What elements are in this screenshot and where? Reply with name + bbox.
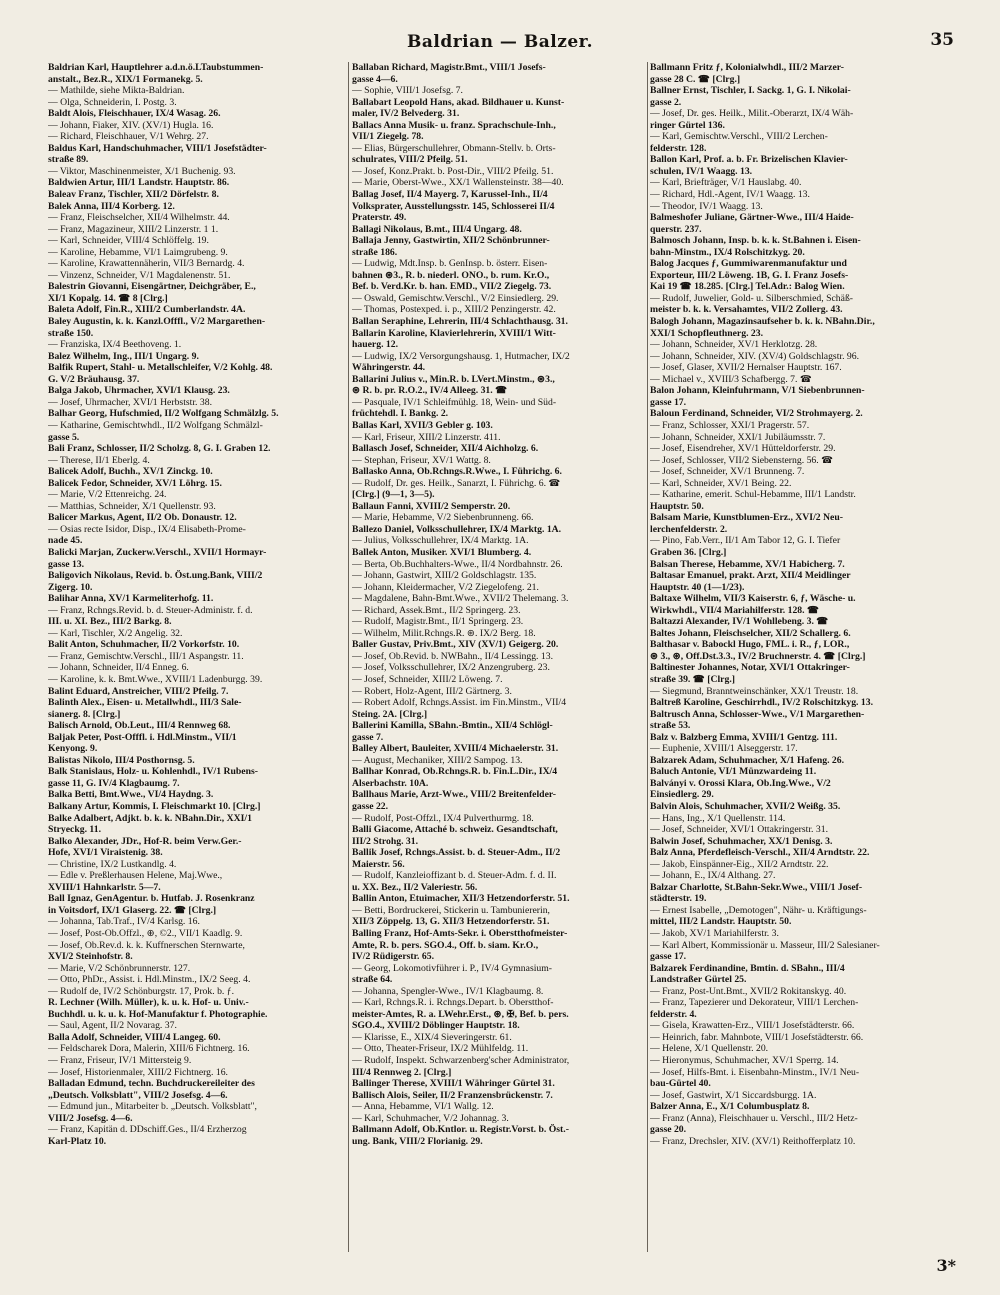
directory-entry-line: Baleav Franz, Tischler, XII/2 Dörfelstr. 8. (48, 189, 219, 201)
directory-entry-line: Baltazzi Alexander, IV/1 Wohllebeng. 3. ☎ (650, 616, 829, 628)
directory-entry-line: — Rudolf, Magistr.Bmt., II/1 Springerg. 23. (352, 616, 524, 628)
directory-entry-line: — Otto, Theater-Friseur, IX/2 Mühlfeldg. 11. (352, 1043, 529, 1055)
directory-entry-line: XII/3 Zöppelg. 13, G. XII/3 Hetzendorferstr. 51. (352, 916, 550, 928)
directory-entry-line: — Johann, Schneider, II/4 Enneg. 6. (48, 662, 189, 674)
directory-entry-line: Stryeckg. 11. (48, 824, 102, 836)
directory-entry-line: meister b. k. k. Versahamtes, VII/2 Zollerg. 43. (650, 304, 843, 316)
directory-entry-line: Balint Eduard, Anstreicher, VIII/2 Pfeilg. 7. (48, 685, 229, 697)
directory-entry-line: Landstraßer Gürtel 25. (650, 974, 747, 986)
directory-entry-line: Kai 19 ☎ 18.285. [Clrg.] Tel.Adr.: Balog Wien. (650, 281, 845, 293)
directory-entry-line: Baligovich Nikolaus, Revid. b. Öst.ung.Bank, VIII/2 (48, 570, 263, 582)
directory-entry-line: — August, Mechaniker, XIII/2 Sampog. 13. (352, 754, 523, 766)
directory-entry-line: Balmeshofer Juliane, Gärtner-Wwe., III/4 Haide- (650, 212, 854, 224)
directory-entry-line: — Johann, E., IX/4 Althang. 27. (650, 870, 776, 882)
directory-entry-line: hauerg. 12. (352, 339, 399, 351)
directory-entry-line: Ballarini Julius v., Min.R. b. LVert.Minstm., ⊛3., (352, 373, 555, 385)
directory-entry-line: gasse 7. (352, 731, 384, 743)
directory-entry-line: ringer Gürtel 136. (650, 119, 725, 131)
directory-entry-line: — Franz, Kapitän d. DDschiff.Ges., II/4 Erzherzog (48, 1124, 247, 1136)
directory-entry-line: gasse 11, G. IV/4 Klagbaumg. 7. (48, 777, 180, 789)
directory-entry-line: Balling Franz, Hof-Amts-Sekr. i. Oberstthofmeister- (352, 928, 568, 940)
directory-entry-line: — Rudolf de, IV/2 Schönburgstr. 17, Prok. b. ƒ. (48, 985, 235, 997)
directory-entry-line: Karl-Platz 10. (48, 1135, 107, 1147)
directory-entry-line: Hofe, XVI/1 Viraistenig. 38. (48, 847, 163, 859)
directory-entry-line: — Matthias, Schneider, X/1 Quellenstr. 93. (48, 500, 216, 512)
directory-entry-line: — Johann, Gastwirt, XIII/2 Goldschlagstr. 135. (352, 570, 537, 582)
directory-entry-line: Ballhaus Marie, Arzt-Wwe., VIII/2 Breitenfelder- (352, 789, 557, 801)
directory-entry-line: — Klarisse, E., XIX/4 Sieveringerstr. 61. (352, 1031, 512, 1043)
directory-entry-line: gasse 28 C. ☎ [Clrg.] (650, 73, 741, 85)
directory-entry-line: straße 89. (48, 154, 89, 166)
directory-entry-line: ⊛ 3., ⊛, Off.Dst.3.3., IV/2 Bruchnerstr. 4. ☎ [Clrg.] (650, 650, 866, 662)
directory-entry-line: — Therese, II/1 Eberlg. 4. (48, 454, 150, 466)
directory-entry-line: Balke Adalbert, Adjkt. b. k. k. NBahn.Dir., XXI/1 (48, 812, 252, 824)
directory-entry-line: Balli Giacome, Attaché b. schweiz. Gesandtschaft, (352, 824, 558, 836)
directory-entry-line: [Clrg.] (9—1, 3—5). (352, 489, 435, 501)
directory-entry-line: Balsam Marie, Kunstblumen-Erz., XVI/2 Neu- (650, 512, 843, 524)
directory-entry-line: — Marie, Hebamme, V/2 Siebenbrunneng. 66. (352, 512, 534, 524)
directory-entry-line: — Johann, Kleidermacher, V/2 Ziegelofeng. 21. (352, 581, 539, 593)
directory-entry-line: Baltinester Johannes, Notar, XVI/1 Ottakringer- (650, 662, 850, 674)
directory-entry-line: — Katharine, emerit. Schul-Hebamme, III/1 Landstr. (650, 489, 856, 501)
column-middle (352, 62, 644, 1262)
directory-entry-line: Balistas Nikolo, III/4 Posthornsg. 5. (48, 754, 195, 766)
directory-entry-line: — Franz, Friseur, IV/1 Mittersteig 9. (48, 1055, 192, 1067)
directory-entry-line: Baltaxe Wilhelm, VII/3 Kaiserstr. 6, ƒ, Wäsche- u. (650, 593, 856, 605)
directory-entry-line: anstalt., Bez.R., XIX/1 Formanekg. 5. (48, 73, 203, 85)
directory-entry-line: schulen, IV/1 Waagg. 13. (650, 165, 753, 177)
directory-entry-line: gasse 22. (352, 801, 389, 812)
directory-entry-line: in Voitsdorf, IX/1 Glaserg. 22. ☎ [Clrg.] (48, 904, 217, 916)
directory-entry-line: Volksprater, Ausstellungsstr. 145, Schlosserei II/4 (352, 200, 555, 212)
directory-entry-line: Bef. b. Verd.Kr. b. han. EMD., VII/2 Ziegelg. 73. (352, 281, 552, 293)
page-title: Baldrian — Balzer. (407, 32, 593, 52)
directory-entry-line: Ballinger Therese, XVIII/1 Währinger Gürtel 31. (352, 1078, 555, 1090)
directory-entry-line: — Gisela, Krawatten-Erz., VIII/1 Josefstädterstr. 66. (650, 1020, 855, 1032)
directory-entry-line: Ballezo Daniel, Volksschullehrer, IX/4 Marktg. 1A. (352, 523, 562, 535)
directory-entry-line: — Christine, IX/2 Lustkandlg. 4. (48, 858, 177, 870)
directory-entry-line: — Euphenie, XVIII/1 Alseggerstr. 17. (650, 743, 798, 755)
directory-entry-line: — Karl, Gemischtw.Verschl., VIII/2 Lerchen- (650, 131, 828, 143)
directory-entry-line: — Josef, Schneider, XV/1 Brunneng. 7. (650, 466, 805, 478)
directory-entry-line: Balk Stanislaus, Holz- u. Kohlenhdl., IV/1 Rubens- (48, 766, 258, 778)
directory-entry-line: gasse 17. (650, 951, 687, 963)
directory-entry-line: straße 64. (352, 974, 393, 986)
directory-entry-line: querstr. 237. (650, 223, 702, 235)
directory-entry-line: III/2 Strohg. 31. (352, 835, 419, 847)
directory-entry-line: — Rudolf, Post-Offzl., IX/4 Pulverthurmg. 18. (352, 812, 534, 824)
directory-entry-line: — Josef, Eisendreher, XV/1 Hütteldorferstr. 29. (650, 443, 836, 455)
directory-entry-line: — Richard, Hdl.-Agent, IV/1 Waagg. 13. (650, 189, 810, 201)
directory-entry-line: Amte, R. b. pers. SGO.4., Off. b. siam. Kr.O., (352, 939, 539, 951)
directory-entry-line: — Marie, V/2 Ettenreichg. 24. (48, 489, 167, 501)
directory-entry-line: straße 150. (48, 327, 94, 339)
directory-entry-line: — Franz, Post-Unt.Bmt., XVII/2 Rokitanskyg. 40. (650, 985, 847, 997)
directory-entry-line: — Franz, Gemischtw.Verschl., III/1 Aspangstr. 11. (48, 650, 244, 662)
directory-entry-line: — Karoline, Krawattennäherin, VII/3 Bernardg. 4. (48, 258, 245, 270)
directory-entry-line: straße 53. (650, 720, 691, 732)
directory-entry-line: gasse 13. (48, 558, 85, 570)
directory-entry-line: Baldwien Artur, III/1 Landstr. Hauptstr. 86. (48, 177, 230, 189)
directory-entry-line: — Franz, Schlosser, XXI/1 Pragerstr. 57. (650, 419, 810, 431)
directory-entry-line: Balzar Charlotte, St.Bahn-Sekr.Wwe., VIII/1 Josef- (650, 881, 863, 893)
directory-entry-line: Ballmann Fritz ƒ, Kolonialwhdl., III/2 Marzer- (650, 62, 844, 73)
directory-entry-line: — Karl, Schneider, VIII/4 Schlöffelg. 19. (48, 235, 209, 247)
directory-entry-line: Ballasko Anna, Ob.Rchngs.R.Wwe., I. Führichg. 6. (352, 466, 562, 478)
directory-entry-line: Ballhar Konrad, Ob.Rchngs.R. b. Fin.L.Dir., IX/4 (352, 766, 558, 778)
directory-entry-line: — Josef, Schneider, XIII/2 Löweng. 7. (352, 673, 503, 685)
directory-entry-line: Balzer Anna, E., X/1 Columbusplatz 8. (650, 1101, 810, 1113)
directory-entry-line: gasse 5. (48, 431, 80, 443)
directory-entry-line: — Hieronymus, Schuhmacher, XV/1 Sperrg. 14. (650, 1055, 839, 1067)
directory-entry-line: — Karl, Friseur, XIII/2 Linzerstr. 411. (352, 431, 501, 443)
directory-entry-line: Balványi v. Orossi Klara, Ob.Ing.Wwe., V/2 (650, 777, 831, 789)
directory-entry-line: Balzarek Ferdinandine, Bmtin. d. SBahn., III/4 (650, 962, 845, 974)
directory-entry-line: Ballagi Nikolaus, B.mt., III/4 Ungarg. 48. (352, 223, 522, 235)
directory-entry-line: — Berta, Ob.Buchhalters-Wwe., II/4 Nordbahnstr. 26. (352, 558, 563, 570)
directory-entry-line: — Betti, Bordruckerei, Stickerin u. Tambuniererin, (352, 904, 550, 916)
directory-entry-line: Baluch Antonie, VI/1 Münzwardeing 11. (650, 766, 817, 778)
directory-entry-line: Buchhdl. u. k. u. k. Hof-Manufaktur f. Photographie. (48, 1008, 268, 1020)
directory-entry-line: XXI/1 Schopfleuthnerg. 23. (650, 327, 764, 339)
directory-entry-line: mittel, III/2 Landstr. Hauptstr. 50. (650, 916, 792, 928)
directory-entry-line: — Saul, Agent, II/2 Novarag. 37. (48, 1020, 177, 1032)
directory-entry-line: — Oswald, Gemischtw.Verschl., V/2 Einsiedlerg. 29. (352, 292, 559, 304)
directory-entry-line: Ballas Karl, XVII/3 Gebler g. 103. (352, 419, 493, 431)
directory-entry-line: — Johann, Fiaker, XIV. (XV/1) Hugla. 16. (48, 119, 214, 131)
directory-entry-line: Baltasar Emanuel, prakt. Arzt, XII/4 Meidlinger (650, 570, 851, 582)
directory-entry-line: — Siegmund, Branntweinschänker, XX/1 Treustr. 18. (650, 685, 859, 697)
directory-entry-line: Balog Jacques ƒ, Gummiwarenmanufaktur und (650, 258, 847, 270)
directory-entry-line: felderstr. 128. (650, 142, 707, 154)
directory-entry-line: — Franz, Drechsler, XIV. (XV/1) Reithofferplatz 10. (650, 1135, 856, 1147)
directory-entry-line: — Josef, Schneider, XVI/1 Ottakringerstr. 31. (650, 824, 828, 836)
directory-entry-line: — Franz, Fleischselcher, XII/4 Wilhelmstr. 44. (48, 212, 230, 224)
column-divider (348, 62, 349, 1252)
directory-entry-line: — Josef, Historienmaler, XIII/2 Fichtnerg. 16. (48, 1066, 228, 1078)
directory-entry-line: städterstr. 19. (650, 893, 707, 905)
directory-entry-line: — Pasquale, IV/1 Schleifmühlg. 18, Wein- und Süd- (352, 396, 557, 408)
directory-entry-line: Ballag Josef, II/4 Mayerg. 7, Karussel-Inh., II/4 (352, 189, 548, 201)
directory-entry-line: IV/2 Rüdigerstr. 65. (352, 951, 434, 963)
directory-entry-line: Ballon Karl, Prof. a. b. Fr. Brizelischen Klavier- (650, 154, 848, 166)
directory-entry-line: — Viktor, Maschinenmeister, X/1 Buchenig. 93. (48, 165, 236, 177)
directory-entry-line: — Franziska, IX/4 Beethoveng. 1. (48, 339, 182, 351)
directory-entry-line: ung. Bank, VIII/2 Florianig. 29. (352, 1135, 483, 1147)
directory-entry-line: — Josef, Dr. ges. Heilk., Milit.-Oberarzt, IX/4 Wäh- (650, 108, 854, 120)
directory-entry-line: — Karl, Schuhmacher, V/2 Johannag. 3. (352, 1112, 509, 1124)
directory-entry-line: — Anna, Hebamme, VI/1 Wallg. 12. (352, 1101, 494, 1113)
directory-entry-line: straße 39. ☎ [Clrg.] (650, 673, 735, 685)
directory-entry-line: — Otto, PhDr., Assist. i. Hdl.Minstm., IX/2 Seeg. 4. (48, 974, 251, 986)
directory-entry-line: Baley Augustin, k. k. Kanzl.Offfl., V/2 Margarethen- (48, 316, 266, 328)
directory-entry-line: — Marie, Oberst-Wwe., XX/1 Wallensteinstr. 38—40. (352, 177, 564, 189)
directory-entry-line: — Franz, Rchngs.Revid. b. d. Steuer-Administr. f. d. (48, 604, 253, 616)
directory-entry-line: Ballaun Fanni, XVIII/2 Semperstr. 20. (352, 500, 511, 512)
directory-entry-line: gasse 2. (650, 96, 682, 108)
directory-entry-line: Hauptstr. 40 (1—1/23). (650, 581, 745, 593)
directory-entry-line: Wirkwhdl., VII/4 Mariahilferstr. 128. ☎ (650, 604, 820, 616)
directory-entry-line: — Mathilde, siehe Mikta-Baldrian. (48, 85, 185, 97)
directory-entry-line: Ballarin Karoline, Klavierlehrerin, XVIII/1 Witt- (352, 327, 556, 339)
directory-entry-line: — Julius, Volksschullehrer, IX/4 Marktg. 1A. (352, 535, 529, 547)
directory-entry-line: — Ernest Isabelle, „Demotogen", Nähr- u. Kräftigungs- (650, 904, 867, 916)
directory-entry-line: — Theodor, IV/1 Waagg. 13. (650, 200, 763, 212)
directory-entry-line: — Karoline, Hebamme, VI/1 Laimgrubeng. 9. (48, 246, 228, 258)
directory-entry-line: Balicki Marjan, Zuckerw.Verschl., XVII/1 Hormayr- (48, 546, 267, 558)
directory-entry-line: Ballacs Anna Musik- u. franz. Sprachschule-Inh., (352, 119, 556, 131)
directory-entry-line: Steing. 2A. [Clrg.] (352, 708, 428, 720)
directory-entry-line: Maierstr. 56. (352, 858, 405, 870)
directory-entry-line: Graben 36. [Clrg.] (650, 546, 727, 558)
column-right (650, 62, 955, 1262)
directory-entry-line: Balvin Alois, Schuhmacher, XVII/2 Weißg. 35. (650, 801, 841, 812)
directory-entry-line: — Karl, Briefträger, V/1 Hauslabg. 40. (650, 177, 802, 189)
directory-entry-line: Baldt Alois, Fleischhauer, IX/4 Wasag. 26. (48, 108, 221, 120)
directory-entry-line: nade 45. (48, 535, 83, 547)
directory-entry-line: — Richard, Assek.Bmt., II/2 Springerg. 23. (352, 604, 521, 616)
directory-entry-line: — Johanna, Tab.Traf., IV/4 Karlsg. 16. (48, 916, 200, 928)
directory-entry-line: gasse 20. (650, 1124, 687, 1136)
directory-entry-line: Ballner Ernst, Tischler, I. Sackg. 1, G. I. Nikolai- (650, 85, 851, 97)
directory-entry-line: Ballisch Alois, Seiler, II/2 Franzensbrückenstr. 7. (352, 1089, 553, 1101)
directory-entry-line: — Josef, Glaser, XVII/2 Hernalser Hauptstr. 167. (650, 362, 842, 374)
directory-entry-line: Balez Wilhelm, Ing., III/1 Ungarg. 9. (48, 350, 199, 362)
directory-entry-line: — Johann, Schneider, XIV. (XV/4) Goldschlagstr. 96. (650, 350, 860, 362)
directory-entry-line: — Michael v., XVIII/3 Schafbergg. 7. ☎ (650, 373, 812, 385)
directory-entry-line: — Jakob, Einspänner-Eig., XII/2 Arndtstr. 22. (650, 858, 829, 870)
directory-entry-line: — Franz, Tapezierer und Dekorateur, VIII/1 Lerchen- (650, 997, 859, 1009)
directory-entry-line: — Edmund jun., Mitarbeiter b. „Deutsch. Volksblatt", (48, 1101, 257, 1113)
directory-entry-line: R. Lechner (Wilh. Müller), k. u. k. Hof- u. Univ.- (48, 997, 249, 1009)
directory-entry-line: Balicek Fedor, Schneider, XV/1 Löhrg. 15. (48, 477, 222, 489)
directory-entry-line: Ballin Anton, Etuimacher, XII/3 Hetzendorferstr. 51. (352, 893, 570, 905)
directory-entry-line: Baloun Ferdinand, Schneider, VI/2 Strohmayerg. 2. (650, 408, 863, 420)
directory-entry-line: — Josef, Volksschullehrer, IX/2 Anzengruberg. 23. (352, 662, 550, 674)
directory-entry-line: Praterstr. 49. (352, 212, 407, 224)
directory-entry-line: Baltrusch Anna, Schlosser-Wwe., V/1 Margarethen- (650, 708, 865, 720)
directory-entry-line: bahnen ⊛3., R. b. niederl. ONO., b. rum. Kr.O., (352, 269, 550, 281)
directory-entry-line: ⊛ R. b. pr. R.O.2., IV/4 Alleeg. 31. ☎ (352, 385, 508, 397)
directory-entry-line: — Johann, Schneider, XXI/1 Jubiläumsstr. 7. (650, 431, 826, 443)
directory-entry-line: Balley Albert, Bauleiter, XVIII/4 Michaelerstr. 31. (352, 743, 559, 755)
directory-entry-line: bahn-Minstm., IX/4 Rolschitzkyg. 20. (650, 246, 805, 258)
directory-entry-line: — Stephan, Friseur, XV/1 Wattg. 8. (352, 454, 491, 466)
directory-entry-line: — Hans, Ing., X/1 Quellenstr. 114. (650, 812, 786, 824)
directory-entry-line: — Elias, Bürgerschullehrer, Obmann-Stellv. b. Orts- (352, 142, 556, 154)
directory-entry-line: SGO.4., XVIII/2 Döblinger Hauptstr. 18. (352, 1020, 520, 1032)
directory-entry-line: III/4 Rennweg 2. [Clrg.] (352, 1066, 452, 1078)
directory-entry-line: — Georg, Lokomotivführer i. P., IV/4 Gymnasium- (352, 962, 553, 974)
page-number: 35 (930, 30, 954, 50)
directory-entry-line: Baltes Johann, Fleischselcher, XII/2 Schallerg. 6. (650, 627, 851, 639)
directory-entry-line: — Pino, Fab.Verr., II/1 Am Tabor 12, G. I. Tiefer (650, 535, 841, 547)
directory-entry-line: Einsiedlerg. 29. (650, 789, 714, 801)
directory-entry-line: — Karl, Schneider, XV/1 Being. 22. (650, 477, 792, 489)
directory-entry-line: meister-Amtes, R. a. LWehr.Erst., ⊛, ✠, Bef. b. pers. (352, 1008, 569, 1020)
directory-entry-line: — Olga, Schneiderin, I. Postg. 3. (48, 96, 177, 108)
directory-entry-line: XI/1 Kopalg. 14. ☎ 8 [Clrg.] (48, 292, 168, 304)
directory-entry-line: Balsan Therese, Hebamme, XV/1 Habicherg. 7. (650, 558, 845, 570)
directory-entry-line: — Johann, Schneider, XV/1 Herklotzg. 28. (650, 339, 818, 351)
column-divider (647, 62, 648, 1252)
directory-entry-line: — Helene, X/1 Quellenstr. 20. (650, 1043, 769, 1055)
directory-entry-line: — Karl, Tischler, X/2 Angelig. 32. (48, 627, 183, 639)
directory-entry-line: XVI/2 Steinhofstr. 8. (48, 951, 133, 963)
directory-entry-line: — Heinrich, fabr. Mahnbote, VIII/1 Josefstädterstr. 66. (650, 1031, 864, 1043)
directory-entry-line: XVIII/1 Hahnkarlstr. 5—7. (48, 881, 161, 893)
directory-entry-line: — Johanna, Spengler-Wwe., IV/1 Klagbaumg. 8. (352, 985, 544, 997)
page-header (40, 30, 960, 58)
directory-entry-line: Balfik Rupert, Stahl- u. Metallschleifer, V/2 Kohlg. 48. (48, 362, 273, 374)
directory-entry-line: Balz v. Balzberg Emma, XVIII/1 Gentzg. 111. (650, 731, 838, 743)
directory-entry-line: — Josef, Post-Ob.Offzl., ⊕, ©2., VII/1 Kaadlg. 9. (48, 928, 243, 940)
directory-entry-line: — Rudolf, Juwelier, Gold- u. Silberschmied, Schäß- (650, 292, 854, 304)
directory-entry-line: — Jakob, XV/1 Mariahilferstr. 3. (650, 928, 779, 940)
directory-entry-line: Ballaban Richard, Magistr.Bmt., VIII/1 Josefs- (352, 62, 546, 73)
directory-entry-line: straße 186. (352, 246, 398, 258)
directory-entry-line: — Josef, Schlosser, VII/2 Siebensterng. 56. ☎ (650, 454, 834, 466)
directory-entry-line: — Ludwig, Mdt.Insp. b. GenInsp. b. österr. Eisen- (352, 258, 548, 270)
directory-entry-line: Balkany Artur, Kommis, I. Fleischmarkt 10. [Clrg.] (48, 801, 261, 812)
directory-entry-line: schulrates, VIII/2 Pfeilg. 51. (352, 154, 468, 166)
directory-entry-line: — Sophie, VIII/1 Josefsg. 7. (352, 85, 463, 97)
directory-entry-line: — Karoline, k. k. Bmt.Wwe., XVIII/1 Ladenburgg. 39. (48, 673, 263, 685)
directory-entry-line: — Josef, Gastwirt, X/1 Siccardsburgg. 1A. (650, 1089, 817, 1101)
directory-entry-line: Balthasar v. Babockl Hugo, FML. i. R., ƒ, LOR., (650, 639, 850, 651)
directory-entry-line: lerchenfelderstr. 2. (650, 523, 728, 535)
directory-entry-line: — Rudolf, Inspekt. Schwarzenberg'scher Administrator, (352, 1055, 570, 1067)
directory-entry-line: — Osias recte Isidor, Disp., IX/4 Elisabeth-Prome- (48, 523, 246, 535)
directory-entry-line: — Robert, Holz-Agent, III/2 Gärtnerg. 3. (352, 685, 512, 697)
directory-entry-line: Balicek Adolf, Buchh., XV/1 Zinckg. 10. (48, 466, 213, 478)
directory-entry-line: — Feldscharek Dora, Malerin, XIII/6 Fichtnerg. 16. (48, 1043, 250, 1055)
directory-entry-line: felderstr. 4. (650, 1008, 697, 1020)
directory-entry-line: Balon Johann, Kleinfuhrmann, V/1 Siebenbrunnen- (650, 385, 865, 397)
directory-entry-line: Ball Ignaz, GenAgentur. b. Hutfab. J. Rosenkranz (48, 893, 255, 905)
directory-entry-line: Balko Alexander, JDr., Hof-R. beim Verw.Ger.- (48, 835, 242, 847)
directory-entry-line: Kenyong. 9. (48, 743, 98, 755)
directory-entry-line: — Katharine, Gemischtwhdl., II/2 Wolfgang Schmälzl- (48, 419, 263, 431)
directory-entry-line: Balit Anton, Schuhmacher, II/2 Vorkorfstr. 10. (48, 639, 240, 651)
directory-entry-line: Ballabart Leopold Hans, akad. Bildhauer u. Kunst- (352, 96, 565, 108)
directory-entry-line: — Josef, Ob.Revid. b. NWBahn., II/4 Lessingg. 13. (352, 650, 553, 662)
directory-entry-line: Baltreß Karoline, Geschirrhdl., IV/2 Rolschitzkyg. 13. (650, 697, 873, 709)
directory-entry-line: Balz Anna, Pferdefleisch-Verschl., XII/4 Arndtstr. 22. (650, 847, 870, 859)
directory-entry-line: — Magdalene, Bahn-Bmt.Wwe., XVII/2 Thelemang. 3. (352, 593, 569, 605)
directory-entry-line: — Thomas, Postexped. i. p., XIII/2 Penzingerstr. 42. (352, 304, 556, 316)
directory-entry-line: Balga Jakob, Uhrmacher, XVI/1 Klausg. 23. (48, 385, 230, 397)
directory-entry-line: Baljak Peter, Post-Offfl. i. Hdl.Minstm., VII/1 (48, 731, 237, 743)
signature-mark: 3* (936, 1256, 956, 1275)
directory-entry-line: Ballerini Kamilla, SBahn.-Bmtin., XII/4 Schlögl- (352, 720, 553, 732)
directory-entry-line: — Ludwig, IX/2 Versorgungshausg. 1, Hutmacher, IX/2 (352, 350, 570, 362)
directory-entry-line: Balladan Edmund, techn. Buchdruckereileiter des (48, 1078, 255, 1090)
directory-entry-line: Ballek Anton, Musiker. XVI/1 Blumberg. 4. (352, 546, 532, 558)
directory-entry-line: Baldrian Karl, Hauptlehrer a.d.n.ö.LTaubstummen- (48, 62, 264, 73)
directory-entry-line: sianerg. 8. [Clrg.] (48, 708, 121, 720)
directory-entry-line: Balicer Markus, Agent, II/2 Ob. Donaustr. 12. (48, 512, 237, 524)
directory-entry-line: „Deutsch. Volksblatt", VIII/2 Josefsg. 4—6. (48, 1089, 228, 1101)
directory-entry-line: VII/1 Ziegelg. 78. (352, 131, 424, 143)
directory-entry-line: Balinth Alex., Eisen- u. Metallwhdl., III/3 Sale- (48, 697, 242, 709)
directory-entry-line: Baller Gustav, Priv.Bmt., XIV (XV/1) Geigerg. 20. (352, 639, 559, 651)
directory-entry-line: früchtehdl. I. Bankg. 2. (352, 408, 449, 420)
directory-entry-line: Balwin Josef, Schuhmacher, XX/1 Denisg. 3. (650, 835, 833, 847)
directory-entry-line: bau-Gürtel 40. (650, 1078, 711, 1090)
directory-entry-line: Balla Adolf, Schneider, VIII/4 Langeg. 60. (48, 1031, 221, 1043)
directory-entry-line: — Edle v. Preßlerhausen Helene, Maj.Wwe., (48, 870, 223, 882)
directory-entry-line: Ballasch Josef, Schneider, XII/4 Aichholzg. 6. (352, 443, 539, 455)
directory-entry-line: — Franz, Magazineur, XIII/2 Linzerstr. 1 1. (48, 223, 219, 235)
directory-entry-line: Balzarek Adam, Schuhmacher, X/1 Hafeng. 26. (650, 754, 845, 766)
directory-entry-line: Ballaja Jenny, Gastwirtin, XII/2 Schönbrunner- (352, 235, 550, 247)
directory-entry-line: Balestrin Giovanni, Eisengärtner, Deichgräber, E., (48, 281, 256, 293)
directory-entry-line: gasse 17. (650, 396, 687, 408)
directory-entry-line: Balihar Anna, XV/1 Karmeliterhofg. 11. (48, 593, 214, 605)
directory-entry-line: — Robert Adolf, Rchngs.Assist. im Fin.Minstm., VII/4 (352, 697, 567, 709)
directory-entry-line: Ballan Seraphine, Lehrerin, III/4 Schlachthausg. 31. (352, 316, 568, 328)
directory-entry-line: — Karl Albert, Kommissionär u. Masseur, III/2 Salesianer- (650, 939, 880, 951)
directory-entry-line: — Vinzenz, Schneider, V/1 Magdalenenstr. 51. (48, 269, 231, 281)
directory-entry-line: — Josef, Hilfs-Bmt. i. Eisenbahn-Minstm., IV/1 Neu- (650, 1066, 860, 1078)
directory-entry-line: — Wilhelm, Milit.Rchngs.R. ⊛. IX/2 Berg. 18. (352, 627, 536, 639)
directory-entry-line: G. V/2 Bräuhausg. 37. (48, 373, 140, 385)
directory-entry-line: u. XX. Bez., II/2 Valeriestr. 56. (352, 881, 478, 893)
directory-entry-line: Ballmann Adolf, Ob.Kntlor. u. Registr.Vorst. b. Öst.- (352, 1124, 569, 1136)
directory-entry-line: III. u. XI. Bez., III/2 Barkg. 8. (48, 616, 172, 628)
directory-entry-line: Balmosch Johann, Insp. b. k. k. St.Bahnen i. Eisen- (650, 235, 861, 247)
directory-entry-line: Ballik Josef, Rchngs.Assist. b. d. Steuer-Adm., II/2 (352, 847, 561, 859)
directory-entry-line: — Josef, Uhrmacher, XVI/1 Herbststr. 38. (48, 396, 212, 408)
directory-entry-line: — Rudolf, Dr. ges. Heilk., Sanarzt, I. Führichg. 6. ☎ (352, 477, 561, 489)
directory-entry-line: Hauptstr. 50. (650, 500, 704, 512)
directory-entry-line: Bali Franz, Schlosser, II/2 Scholzg. 8, G. I. Graben 12. (48, 443, 271, 455)
directory-entry-line: Baldus Karl, Handschuhmacher, VIII/1 Josefstädter- (48, 142, 267, 154)
column-left (48, 62, 344, 1262)
directory-entry-line: — Josef, Ob.Rev.d. k. k. Kuffnerschen Sternwarte, (48, 939, 245, 951)
directory-entry-line: — Marie, V/2 Schönbrunnerstr. 127. (48, 962, 191, 974)
directory-entry-line: Balek Anna, III/4 Korberg. 12. (48, 200, 175, 212)
directory-entry-line: Balhar Georg, Hufschmied, II/2 Wolfgang Schmälzlg. 5. (48, 408, 279, 420)
directory-entry-line: — Richard, Fleischhauer, V/1 Wehrg. 27. (48, 131, 209, 143)
directory-entry-line: Baleta Adolf, Fin.R., XIII/2 Cumberlandstr. 4A. (48, 304, 246, 316)
directory-entry-line: gasse 4—6. (352, 73, 398, 85)
directory-entry-line: — Josef, Konz.Prakt. b. Post-Dir., VIII/2 Pfeilg. 51. (352, 165, 554, 177)
directory-entry-line: Währingerstr. 44. (352, 362, 426, 374)
directory-entry-line: VIII/2 Josefsg. 4—6. (48, 1112, 133, 1124)
directory-entry-line: Balisch Arnold, Ob.Leut., III/4 Rennweg 68. (48, 720, 231, 732)
directory-entry-line: — Rudolf, Kanzleioffizant b. d. Steuer-Adm. f. d. II. (352, 870, 557, 882)
directory-entry-line: Zigerg. 10. (48, 581, 93, 593)
directory-entry-line: maler, IV/2 Belvederg. 31. (352, 108, 460, 120)
directory-entry-line: Balogh Johann, Magazinsaufseher b. k. k. NBahn.Dir., (650, 316, 875, 328)
directory-entry-line: — Karl, Rchngs.R. i. Rchngs.Depart. b. Oberstthof- (352, 997, 554, 1009)
directory-entry-line: Exporteur, III/2 Löweng. 1B, G. I. Franz Josefs- (650, 269, 849, 281)
directory-entry-line: Alserbachstr. 10A. (352, 777, 429, 789)
directory-entry-line: — Franz (Anna), Fleischhauer u. Verschl., III/2 Hetz- (650, 1112, 858, 1124)
directory-entry-line: Balka Betti, Bmt.Wwe., VI/4 Haydng. 3. (48, 789, 214, 801)
